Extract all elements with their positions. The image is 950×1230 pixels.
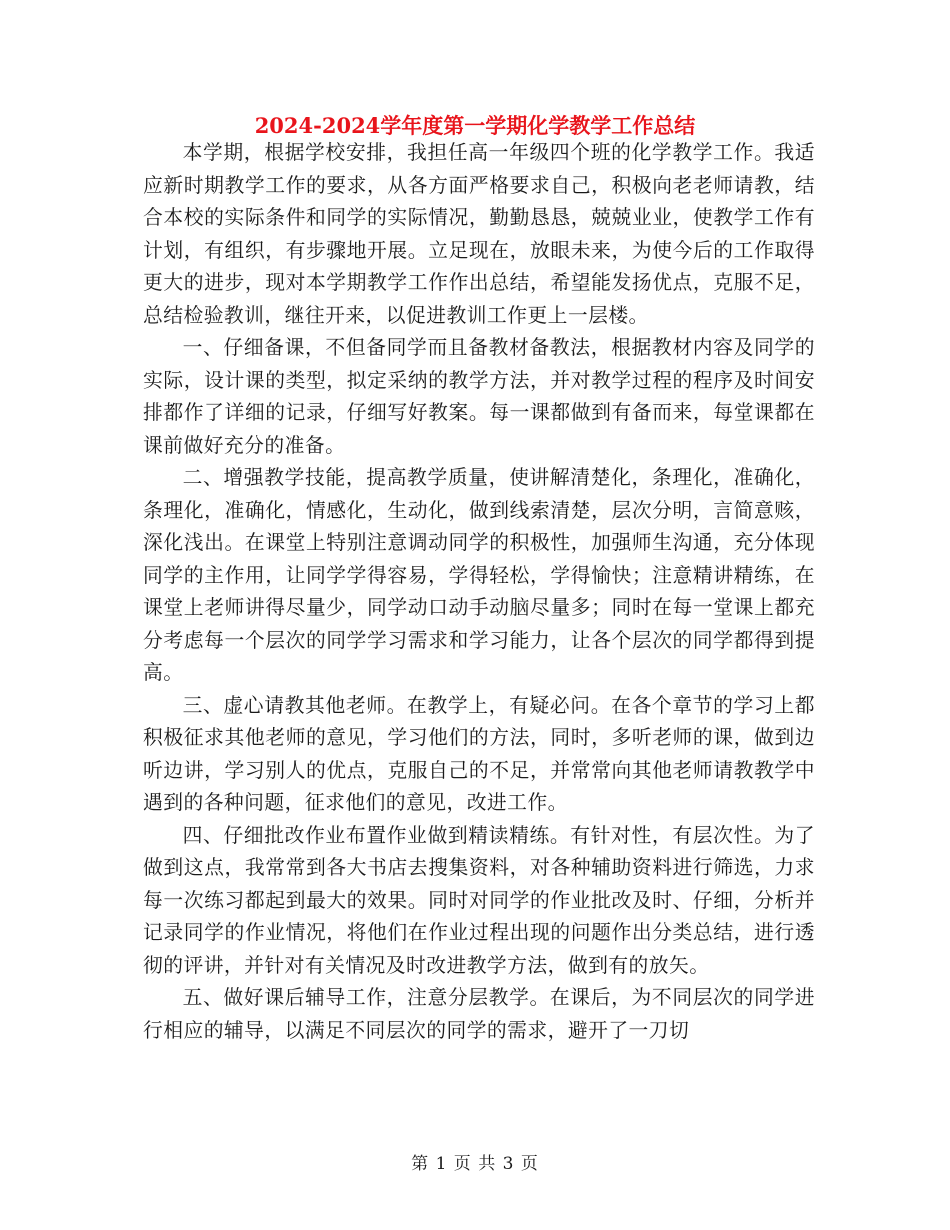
paragraph-section-1: 一、仔细备课，不但备同学而且备教材备教法，根据教材内容及同学的实际，设计课的类型，拟定采纳的教学方法，并对教学过程的程序及时间安排都作了详细的记录，仔细写好教案。每一课都做到有备而来，每堂课都在课前做好充分的准备。	[143, 336, 815, 457]
paragraph-intro: 本学期，根据学校安排，我担任高一年级四个班的化学教学工作。我适应新时期教学工作的要求，从各方面严格要求自己，积极向老老师请教，结合本校的实际条件和同学的实际情况，勤勤恳恳，兢兢业业，使教学工作有计划，有组织，有步骤地开展。立足现在，放眼未来，为使今后的工作取得更大的进步，现对本学期教学工作作出总结，希望能发扬优点，克服不足，总结检验教训，继往开来，以促进教训工作更上一层楼。	[143, 141, 815, 327]
page-number: 第 1 页 共 3 页	[411, 1154, 539, 1174]
document-body	[143, 137, 815, 1047]
page-footer	[0, 1152, 950, 1176]
paragraph-section-2: 二、增强教学技能，提高教学质量，使讲解清楚化，条理化，准确化，条理化，准确化，情感化，生动化，做到线索清楚，层次分明，言简意赅，深化浅出。在课堂上特别注意调动同学的积极性，加强师生沟通，充分体现同学的主作用，让同学学得容易，学得轻松，学得愉快；注意精讲精练，在课堂上老师讲得尽量少，同学动口动手动脑尽量多；同时在每一堂课上都充分考虑每一个层次的同学学习需求和学习能力，让各个层次的同学都得到提高。	[143, 466, 815, 684]
paragraph-section-4: 四、仔细批改作业布置作业做到精读精练。有针对性，有层次性。为了做到这点，我常常到各大书店去搜集资料，对各种辅助资料进行筛选，力求每一次练习都起到最大的效果。同时对同学的作业批改及时、仔细，分析并记录同学的作业情况，将他们在作业过程出现的问题作出分类总结，进行透彻的评讲，并针对有关情况及时改进教学方法，做到有的放矢。	[143, 823, 815, 977]
paragraph-section-3: 三、虚心请教其他老师。在教学上，有疑必问。在各个章节的学习上都积极征求其他老师的意见，学习他们的方法，同时，多听老师的课，做到边听边讲，学习别人的优点，克服自己的不足，并常常向其他老师请教教学中遇到的各种问题，征求他们的意见，改进工作。	[143, 693, 815, 814]
document-title: 2024-2024学年度第一学期化学教学工作总结	[254, 113, 696, 138]
paragraph-section-5: 五、做好课后辅导工作，注意分层教学。在课后，为不同层次的同学进行相应的辅导，以满足不同层次的同学的需求，避开了一刀切	[143, 986, 815, 1042]
